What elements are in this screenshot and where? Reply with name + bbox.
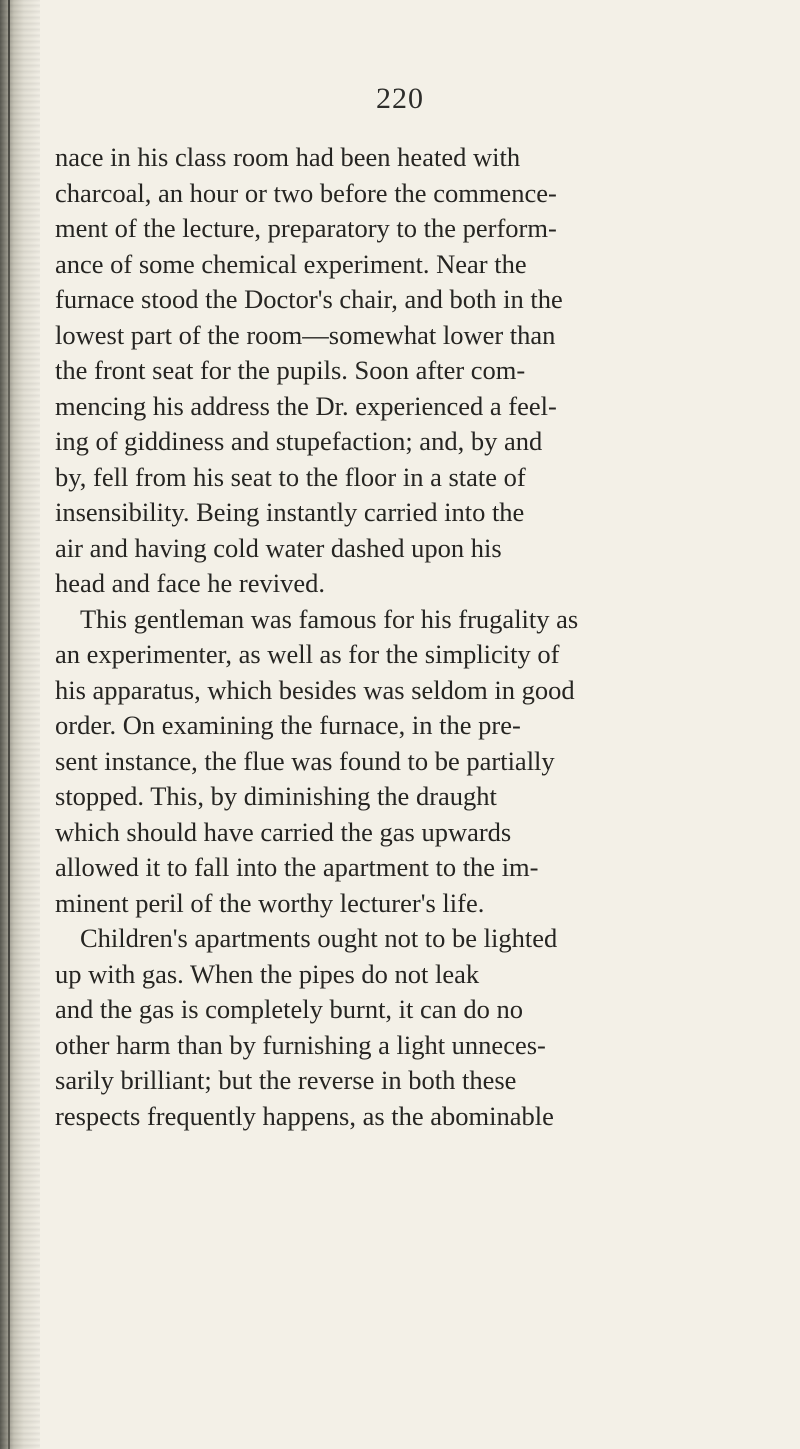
text-line: stopped. This, by diminishing the draught: [55, 781, 497, 811]
text-line: other harm than by furnishing a light unneces-: [55, 1029, 546, 1060]
text-line: insensibility. Being instantly carried into the: [55, 497, 525, 527]
text-line: by, fell from his seat to the floor in a state of: [55, 461, 526, 492]
text-line: minent peril of the worthy lecturer's life.: [55, 887, 485, 918]
binding-edge: [8, 0, 10, 1449]
text-line: furnace stood the Doctor's chair, and both in the: [55, 284, 563, 314]
text-line: sent instance, the flue was found to be partially: [55, 745, 555, 776]
text-line: lowest part of the room—somewhat lower than: [55, 319, 556, 350]
text-line: ance of some chemical experiment. Near the: [55, 248, 527, 279]
text-line: ing of giddiness and stupefaction; and, by and: [55, 426, 543, 456]
text-line: an experimenter, as well as for the simplicity of: [55, 639, 560, 669]
text-line: allowed it to fall into the apartment to the im-: [55, 852, 539, 882]
text-line: air and having cold water dashed upon his: [55, 532, 502, 563]
body-text: [55, 140, 785, 1134]
text-line: This gentleman was famous for his frugality as: [80, 603, 579, 634]
text-line: which should have carried the gas upwards: [55, 816, 512, 847]
text-line: charcoal, an hour or two before the commence-: [55, 177, 557, 208]
text-line: sarily brilliant; but the reverse in both these: [55, 1065, 517, 1095]
text-line: Children's apartments ought not to be lighted: [80, 923, 558, 953]
text-line: up with gas. When the pipes do not leak: [55, 958, 480, 989]
text-line: ment of the lecture, preparatory to the perform-: [55, 213, 557, 243]
text-line: and the gas is completely burnt, it can do no: [55, 994, 524, 1024]
text-line: respects frequently happens, as the abominable: [55, 1100, 554, 1131]
text-line: head and face he revived.: [55, 568, 325, 598]
text-line: nace in his class room had been heated with: [55, 142, 521, 172]
text-line: the front seat for the pupils. Soon after com-: [55, 355, 526, 385]
text-line: mencing his address the Dr. experienced a feel-: [55, 390, 557, 421]
text-line: order. On examining the furnace, in the pre-: [55, 710, 521, 740]
text-line: his apparatus, which besides was seldom in good: [55, 674, 575, 705]
page-number: 220: [376, 82, 424, 115]
binding-gutter: [0, 0, 40, 1449]
